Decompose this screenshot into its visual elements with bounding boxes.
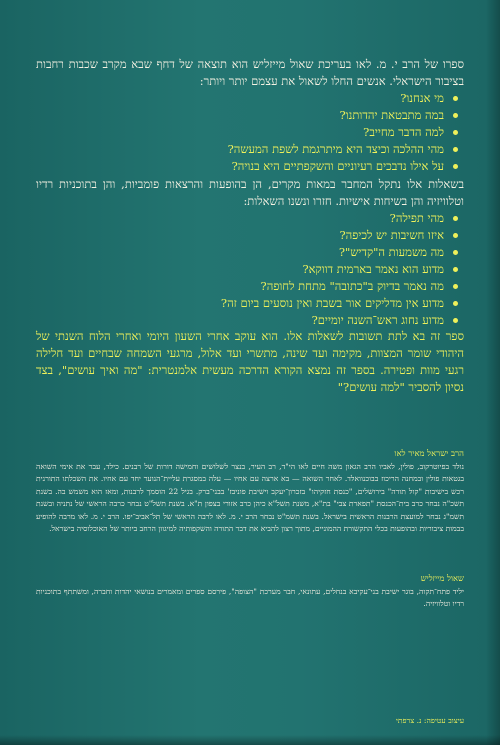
list-item: למה הדבר מחייב? bbox=[36, 124, 458, 141]
list-item: מדוע הוא נאמר בארמית דווקא? bbox=[36, 261, 458, 278]
bullet-icon bbox=[453, 113, 458, 118]
author-bio-text-lau: נולד בפיוטרקוב, פולין, לאביו הרב הגאון משה חיים לאו הי"ד, רב העיר, בנצר לשלושים וחמישה דורות של רבנים. כילד, עבר את אימי השואה בגטאות פולין ובמחנה הריכוז בבוכנוואלד. לאחר השואה — בא ארצה עם אחיו — עלה במסגרת עליית־הנוער יחד עם אחיו. את השכלתו התורנית רכש בישיבות "קול תורה" בירושלים, "כנסת חזקיהו" בזכרון־יעקב וישיבת פוניבז' בבני־ברק. בגיל 22 הוסמך לרבנות, ומאז הוא משמש בה. בשנת תשכ"ה נבחר כרב בית־הכנסת "תפארת צבי" בת"א, משנת תשל"א כיהן כרב אזורי בצפון ת"א. בשנת תשל"ט נבחר כרבה הראשי של נתניה ובשנת תשמ"ג נבחר למועצת הרבנות הראשית בישראל. בשנת תשמ"ט נבחר הרב י. מ. לאו לרבה הראשי של תל־אביב־יפו. הרב י. מ. לאו מרבה להופיע בבמות ציבוריות ובהופעות בכלי התקשורת ההמוניים, מתוך רצון להביא את דבר התורה והשקפותיה למיגוון הרחב ביותר של האוכלוסיה בישראל. bbox=[36, 462, 464, 534]
author-bio-lau bbox=[36, 447, 464, 535]
bullet-icon bbox=[453, 267, 458, 272]
closing-paragraph: ספר זה בא לתת תשובות לשאלות אלו. הוא עוקב אחרי השעון היומי ואחרי הלוח השנתי של היהודי שומר המצוות, מקימה ועד שינה, מתשרי ועד אלול, מרגעי השמחה שבחיים ועד חלילה רגעי מוות ופטירה. בספר זה נמצא הקורא הדרכה מעשית אלמנטרית: "מה ואיך עושים", בצד נסיון להסביר "למה עושים?" bbox=[36, 329, 464, 394]
closing-section bbox=[36, 328, 464, 396]
author-bio-meislish bbox=[36, 572, 464, 611]
bullet-icon bbox=[453, 233, 458, 238]
spine-shadow bbox=[486, 0, 500, 745]
middle-paragraph: בשאלות אלו נתקל המחבר במאות מקרים, הן בהופעות והרצאות פומביות, והן בתוכניות רדיו וטלוויזיה והן בשיחות אישיות. חזרו ונשנו השאלות: bbox=[36, 177, 464, 208]
bullet-icon bbox=[453, 216, 458, 221]
bullet-icon bbox=[453, 318, 458, 323]
list-item: איזו חשיבות יש לכיפה? bbox=[36, 227, 458, 244]
bullet-icon bbox=[453, 96, 458, 101]
list-item: מדוע נחוג ראש־השנה יומיים? bbox=[36, 312, 458, 329]
bullet-icon bbox=[453, 147, 458, 152]
list-item: מהי תפילה? bbox=[36, 210, 458, 227]
bottom-edge-shadow bbox=[0, 735, 500, 745]
list-item: מדוע אין מדליקים אור בשבת ואין נוסעים ביום זה? bbox=[36, 295, 458, 312]
cover-design-credit: עיצוב עטיפה: נ. צרפתי bbox=[395, 716, 464, 725]
author-name-meislish: שאול מייזליש bbox=[420, 573, 464, 583]
list-item: מי אנחנו? bbox=[36, 90, 458, 107]
list-item: מה משמעות ה"קדיש"? bbox=[36, 244, 458, 261]
intro-paragraph: ספרו של הרב י. מ. לאו בעריכת שאול מייזליש הוא תוצאה של דחף שבא מקרב שכבות רחבות בציבור הישראלי. אנשים החלו לשאול את עצמם יותר ויותר: bbox=[36, 57, 464, 88]
middle-question-list bbox=[36, 210, 464, 329]
list-item: על אילו נדבכים רעיוניים והשקפתיים היא בנויה? bbox=[36, 158, 458, 175]
bullet-icon bbox=[453, 250, 458, 255]
author-bio-text-meislish: יליד פתח־תקוה, בוגר ישיבת בני־עקיבא בנחלים, עתונאי, חבר מערכת "הצופה", פירסם ספרים ומאמרים בנושאי יהדות וחברה, ומשתתף בתוכניות רדיו וטלוויזיה. bbox=[36, 587, 464, 609]
intro-section bbox=[36, 56, 464, 175]
author-name-lau: הרב ישראל מאיר לאו bbox=[394, 448, 464, 458]
bullet-icon bbox=[453, 130, 458, 135]
bullet-icon bbox=[453, 301, 458, 306]
list-item: מה נאמר בדיוק ב"כתובה" מתחת לחופה? bbox=[36, 278, 458, 295]
list-item: במה מתבטאת יהדותנו? bbox=[36, 107, 458, 124]
middle-section bbox=[36, 176, 464, 329]
list-item: מהי ההלכה וכיצד היא מיתרגמת לשפת המעשה? bbox=[36, 141, 458, 158]
bullet-icon bbox=[453, 284, 458, 289]
bullet-icon bbox=[453, 164, 458, 169]
intro-question-list bbox=[36, 90, 464, 175]
